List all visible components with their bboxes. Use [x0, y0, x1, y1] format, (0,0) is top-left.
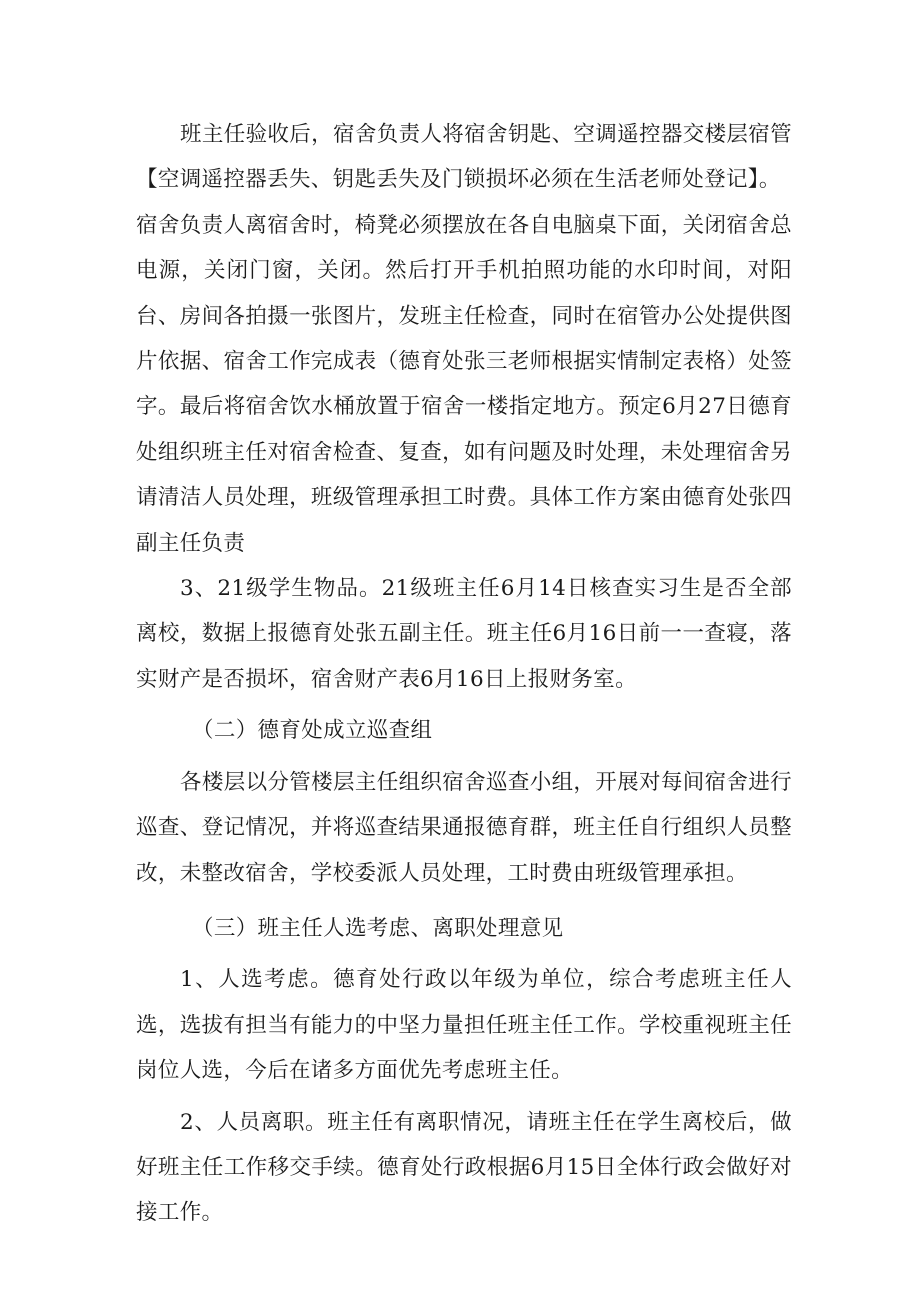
- paragraph-grade21-items: 3、21级学生物品。21级班主任6月14日核查实习生是否全部离校，数据上报德育处张五副主任。班主任6月16日前一一查寝，落实财产是否损坏，宿舍财产表6月16日上报财务室。: [136, 576, 792, 692]
- paragraph-inspection-team: 各楼层以分管楼层主任组织宿舍巡查小组，开展对每间宿舍进行巡查、登记情况，并将巡查结果通报德育群，班主任自行组织人员整改，未整改宿舍，学校委派人员处理，工时费由班级管理承担。: [136, 769, 792, 886]
- paragraph-dorm-acceptance: 班主任验收后，宿舍负责人将宿舍钥匙、空调遥控器交楼层宿管【空调遥控器丢失、钥匙丢失及门锁损坏必须在生活老师处登记】。: [136, 122, 792, 193]
- paragraph-dorm-leaving: 宿舍负责人离宿舍时，椅凳必须摆放在各自电脑桌下面，关闭宿舍总电源，关闭门窗，关闭。然后打开手机拍照功能的水印时间，对阳台、房间各拍摄一张图片，发班主任检查，同时在宿管办公处提供图片依据、宿舍工作完成表（德育处张三老师根据实情制定表格）处签字。最后将宿舍饮水桶放置于宿舍一楼指定地方。预定6月27日德育处组织班主任对宿舍检查、复查，如有问题及时处理，未处理宿舍另请清洁人员处理，班级管理承担工时费。具体工作方案由德育处张四副主任负责: [136, 212, 792, 556]
- paragraph-selection: 1、人选考虑。德育处行政以年级为单位，综合考虑班主任人选，选拔有担当有能力的中坚力量担任班主任工作。学校重视班主任岗位人选，今后在诸多方面优先考虑班主任。: [136, 967, 792, 1084]
- paragraph-resignation: 2、人员离职。班主任有离职情况，请班主任在学生离校后，做好班主任工作移交手续。德育处行政根据6月15日全体行政会做好对接工作。: [136, 1109, 792, 1226]
- document-page: [136, 112, 792, 1236]
- section-heading-inspection-group: （二）德育处成立巡查组: [192, 718, 433, 744]
- section-heading-teacher-selection: （三）班主任人选考虑、离职处理意见: [192, 915, 564, 941]
